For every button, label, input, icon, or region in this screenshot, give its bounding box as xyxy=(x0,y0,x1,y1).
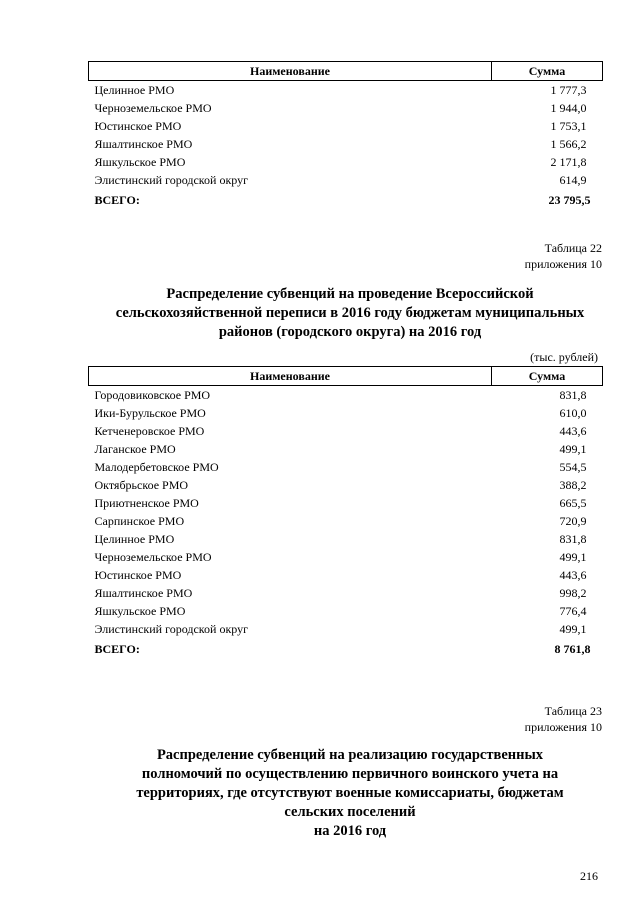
table-22-reference xyxy=(525,240,602,272)
row-name: Городовиковское РМО xyxy=(94,388,211,402)
table-row xyxy=(89,620,603,638)
row-sum: 1 944,0 xyxy=(550,101,587,115)
page-number: 216 xyxy=(580,869,598,883)
total-label: ВСЕГО: xyxy=(94,642,140,656)
row-name: Сарпинское РМО xyxy=(94,514,185,528)
units-label: (тыс. рублей) xyxy=(530,350,598,364)
row-sum: 443,6 xyxy=(559,568,587,582)
table-row xyxy=(89,171,603,189)
row-name: Ики-Бурульское РМО xyxy=(94,406,206,420)
title-line: районов (городского округа) на 2016 год xyxy=(218,324,482,340)
row-sum: 831,8 xyxy=(559,388,587,402)
table-row xyxy=(89,422,603,440)
table-row xyxy=(89,81,603,100)
total-row xyxy=(89,638,603,660)
row-name: Яшалтинское РМО xyxy=(94,586,193,600)
appendix-reference: приложения 10 xyxy=(524,257,602,271)
row-sum: 665,5 xyxy=(559,496,587,510)
column-header-name: Наименование xyxy=(89,62,492,81)
title-line: полномочий по осуществлению первичного воинского учета на xyxy=(141,766,559,782)
table-number: Таблица 22 xyxy=(544,241,602,255)
table-row xyxy=(89,404,603,422)
row-sum: 720,9 xyxy=(559,514,587,528)
table-23-title xyxy=(80,746,620,841)
row-name: Целинное РМО xyxy=(94,83,175,97)
title-line: территориях, где отсутствуют военные комиссариаты, бюджетам xyxy=(136,785,564,801)
row-name: Яшкульское РМО xyxy=(94,604,186,618)
row-name: Черноземельское РМО xyxy=(94,550,212,564)
table-number: Таблица 23 xyxy=(544,704,602,718)
table-row xyxy=(89,458,603,476)
table-23-reference xyxy=(525,703,602,735)
census-subventions-table xyxy=(88,366,603,660)
row-name: Юстинское РМО xyxy=(94,119,182,133)
row-name: Октябрьское РМО xyxy=(94,478,189,492)
row-name: Лаганское РМО xyxy=(94,442,176,456)
row-sum: 831,8 xyxy=(559,532,587,546)
table-row xyxy=(89,386,603,405)
table-22-title xyxy=(80,285,620,342)
table-row xyxy=(89,548,603,566)
subventions-table-continued xyxy=(88,61,603,211)
column-header-sum: Сумма xyxy=(492,62,603,81)
appendix-reference: приложения 10 xyxy=(524,720,602,734)
total-label: ВСЕГО: xyxy=(94,193,140,207)
title-line: сельских поселений xyxy=(284,804,416,820)
column-header-name: Наименование xyxy=(89,367,492,386)
row-sum: 554,5 xyxy=(559,460,587,474)
row-name: Элистинский городской округ xyxy=(94,622,249,636)
row-sum: 499,1 xyxy=(559,550,587,564)
title-line: Распределение субвенций на реализацию государственных xyxy=(156,747,544,763)
title-line: сельскохозяйственной переписи в 2016 году бюджетам муниципальных xyxy=(115,305,585,321)
table-header-row xyxy=(89,62,603,81)
total-value: 8 761,8 xyxy=(554,642,591,656)
row-sum: 610,0 xyxy=(559,406,587,420)
row-name: Элистинский городской округ xyxy=(94,173,249,187)
table-header-row xyxy=(89,367,603,386)
row-sum: 2 171,8 xyxy=(550,155,587,169)
row-sum: 614,9 xyxy=(559,173,587,187)
row-sum: 1 753,1 xyxy=(550,119,587,133)
table-row xyxy=(89,135,603,153)
row-name: Целинное РМО xyxy=(94,532,175,546)
row-name: Яшалтинское РМО xyxy=(94,137,193,151)
table-row xyxy=(89,476,603,494)
table-row xyxy=(89,584,603,602)
table-row xyxy=(89,566,603,584)
row-sum: 998,2 xyxy=(559,586,587,600)
table-row xyxy=(89,512,603,530)
row-name: Кетченеровское РМО xyxy=(94,424,205,438)
total-row xyxy=(89,189,603,211)
table-row xyxy=(89,530,603,548)
table-row xyxy=(89,99,603,117)
column-header-sum: Сумма xyxy=(492,367,603,386)
row-sum: 1 777,3 xyxy=(550,83,587,97)
row-sum: 499,1 xyxy=(559,442,587,456)
row-sum: 388,2 xyxy=(559,478,587,492)
row-name: Малодербетовское РМО xyxy=(94,460,219,474)
table-row xyxy=(89,602,603,620)
row-name: Черноземельское РМО xyxy=(94,101,212,115)
row-sum: 1 566,2 xyxy=(550,137,587,151)
title-line: Распределение субвенций на проведение Всероссийской xyxy=(166,286,534,302)
title-line: на 2016 год xyxy=(313,823,387,839)
row-name: Приютненское РМО xyxy=(94,496,199,510)
table-row xyxy=(89,153,603,171)
table-row xyxy=(89,440,603,458)
row-sum: 776,4 xyxy=(559,604,587,618)
table-row xyxy=(89,494,603,512)
total-value: 23 795,5 xyxy=(548,193,591,207)
table-row xyxy=(89,117,603,135)
row-name: Яшкульское РМО xyxy=(94,155,186,169)
row-sum: 499,1 xyxy=(559,622,587,636)
row-name: Юстинское РМО xyxy=(94,568,182,582)
row-sum: 443,6 xyxy=(559,424,587,438)
